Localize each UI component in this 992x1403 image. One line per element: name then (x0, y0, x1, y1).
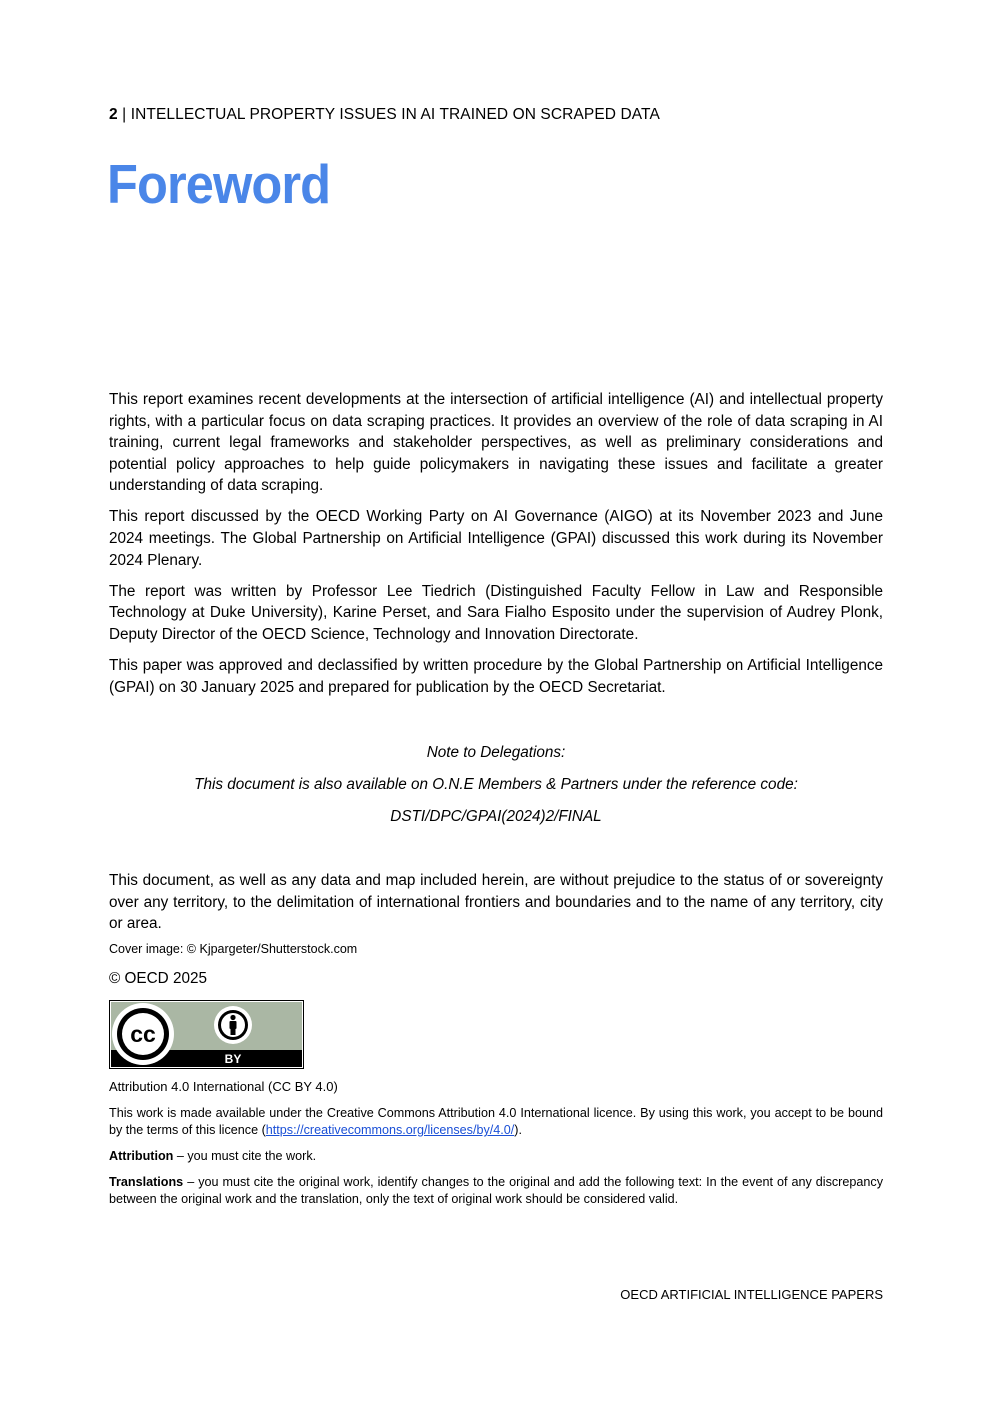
running-title: INTELLECTUAL PROPERTY ISSUES IN AI TRAINED ON SCRAPED DATA (130, 106, 660, 123)
paragraph-authors: The report was written by Professor Lee Tiedrich (Distinguished Faculty Fellow in Law and Responsible Technology at Duke University), Karine Perset, and Sara Fialho Esposito under the supervision of Audrey Plonk, Deputy Director of the OECD Science, Technology and Innovation Directorate. (109, 582, 883, 643)
translations-label: Translations (109, 1175, 184, 1189)
licence-link[interactable]: https://creativecommons.org/licenses/by/4.0/ (265, 1123, 515, 1137)
foreword-body (109, 389, 883, 708)
note-to-delegations (109, 743, 883, 839)
paragraph-approval: This paper was approved and declassified by written procedure by the Global Partnership on Artificial Intelligence (GPAI) on 30 January 2025 and prepared for publication by the OECD Secretariat. (109, 657, 883, 696)
paragraph-overview: This report examines recent developments at the intersection of artificial intelligence (AI) and intellectual property rights, with a particular focus on data scraping practices. It provides an overview of the role of data scraping in AI training, current legal frameworks and stakeholder perspectives, as well as preliminary considerations and potential policy approaches to help guide policymakers in navigating these issues and facilitate a greater understanding of data scraping. (109, 391, 883, 495)
translations-note (109, 1174, 883, 1208)
note-heading: Note to Delegations: (426, 744, 566, 761)
by-label: BY (224, 1052, 242, 1066)
reference-code: DSTI/DPC/GPAI(2024)2/FINAL (390, 808, 602, 825)
licence-text-before: This work is made available under the Creative Commons Attribution 4.0 International licence. By using this work, you accept to be bound by the terms of this licence ( (109, 1106, 883, 1137)
cc-letters: cc (130, 1021, 156, 1047)
licence-name: Attribution 4.0 International (CC BY 4.0) (109, 1079, 338, 1094)
attribution-person-icon (214, 1006, 252, 1044)
paragraph-discussion: This report discussed by the OECD Working Party on AI Governance (AIGO) at its November 2023 and June 2024 meetings. The Global Partnership on Artificial Intelligence (GPAI) discussed this work during its November 2024 Plenary. (109, 508, 883, 569)
licence-text-after: ). (514, 1123, 522, 1137)
note-line: This document is also available on O.N.E Members & Partners under the reference code: (194, 776, 798, 793)
cc-by-licence-badge[interactable] (109, 1000, 304, 1069)
licence-text (109, 1105, 883, 1139)
page-number: 2 (109, 106, 118, 123)
header-separator: | (122, 106, 127, 123)
running-footer: OECD ARTIFICIAL INTELLIGENCE PAPERS (620, 1287, 883, 1302)
page-title: Foreword (107, 153, 331, 215)
attribution-text: – you must cite the work. (173, 1149, 317, 1163)
running-header (109, 106, 660, 124)
copyright: © OECD 2025 (109, 970, 207, 987)
cc-icon (112, 1003, 174, 1065)
attribution-note (109, 1148, 883, 1165)
attribution-label: Attribution (109, 1149, 174, 1163)
translations-text: – you must cite the original work, identify changes to the original and add the following text: In the event of any discrepancy between the original work and the translation, only the text of original work should be considered valid. (109, 1175, 883, 1206)
cover-image-credit: Cover image: © Kjpargeter/Shutterstock.com (109, 942, 358, 956)
disclaimer: This document, as well as any data and map included herein, are without prejudice to the status of or sovereignty over any territory, to the delimitation of international frontiers and boundaries and to the name of any territory, city or area. (109, 872, 883, 933)
